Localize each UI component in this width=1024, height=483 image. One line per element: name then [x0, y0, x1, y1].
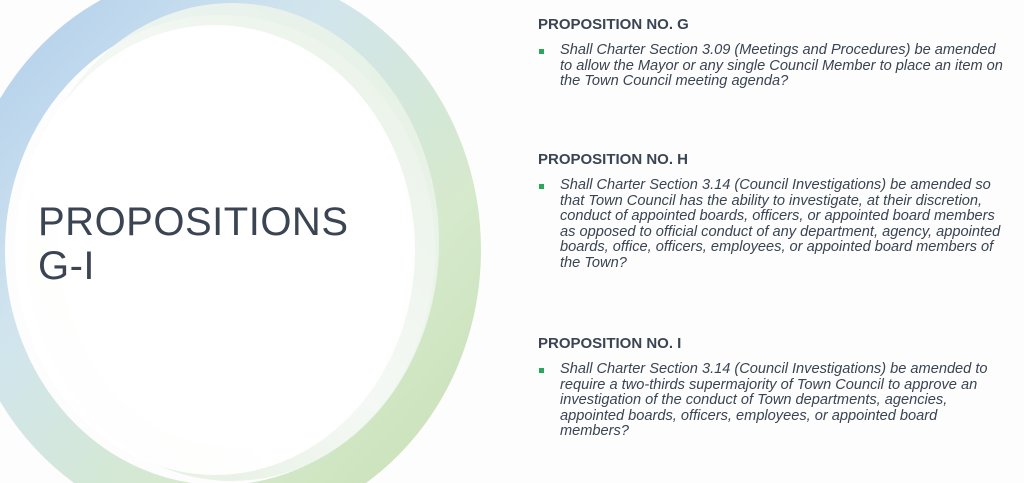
proposition-item	[538, 362, 1008, 440]
proposition-text: Shall Charter Section 3.14 (Council Investigations) be amended to require a two-thirds supermajority of Town Council to approve an investigation of the conduct of Town departments, agencies, appointed boards, officers, employees, or appointed board members?	[560, 361, 988, 440]
proposition-item	[538, 178, 1008, 272]
bullet-icon	[539, 49, 544, 54]
proposition-text: Shall Charter Section 3.09 (Meetings and Procedures) be amended to allow the Mayor or any single Council Member to place an item on the Town Council meeting agenda?	[560, 42, 1003, 90]
proposition-g	[538, 16, 1008, 90]
proposition-item	[538, 43, 1008, 90]
proposition-i	[538, 335, 1008, 440]
proposition-heading: PROPOSITION NO. I	[538, 335, 682, 352]
proposition-heading: PROPOSITION NO. H	[538, 151, 689, 168]
proposition-h	[538, 151, 1008, 272]
slide-title-line-1: PROPOSITIONS	[38, 200, 349, 244]
bullet-icon	[539, 368, 544, 373]
proposition-text: Shall Charter Section 3.14 (Council Investigations) be amended so that Town Council has the ability to investigate, at their discretion, conduct of appointed boards, officers, or appointed board members as opposed to official conduct of any department, agency, appointed boards, office, officers, employees, or appointed board members of the Town?	[560, 177, 1001, 271]
bullet-icon	[539, 184, 544, 189]
slide-title	[38, 200, 349, 288]
proposition-heading: PROPOSITION NO. G	[538, 16, 689, 33]
slide-title-line-2: G-I	[38, 244, 96, 288]
